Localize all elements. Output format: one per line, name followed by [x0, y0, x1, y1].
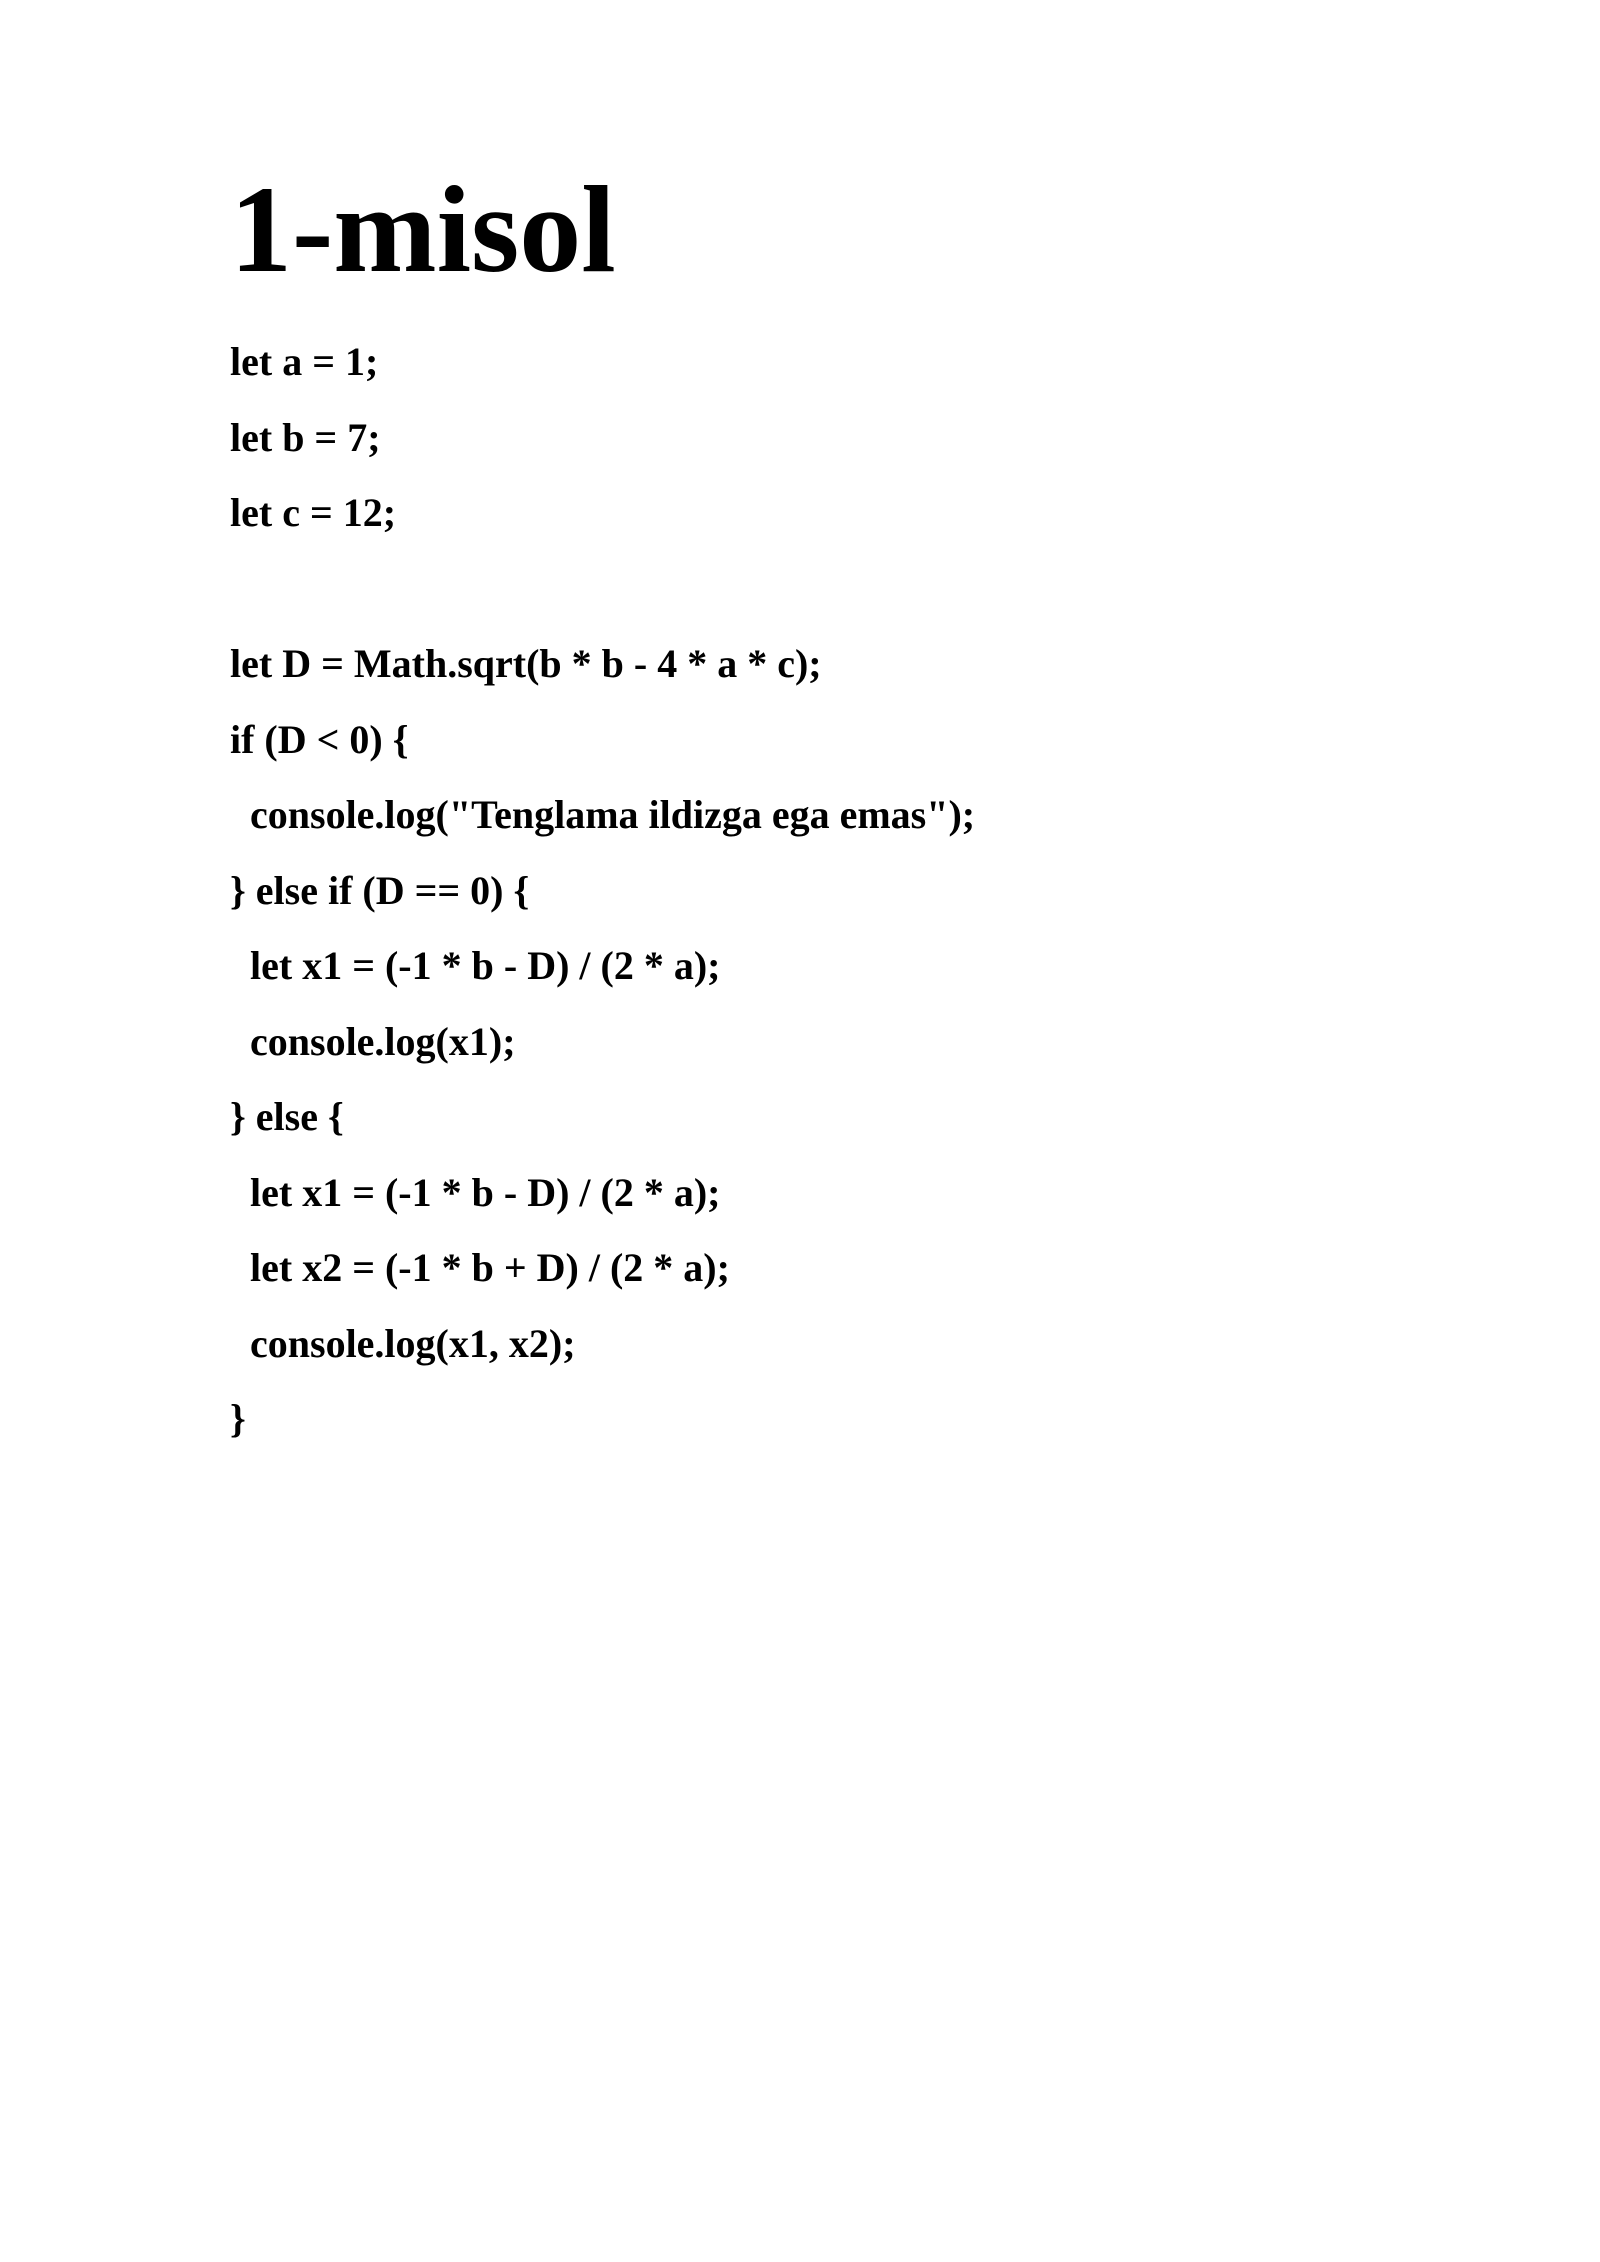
code-line: let a = 1;: [230, 339, 379, 384]
code-line: console.log("Tenglama ildizga ega emas");: [230, 792, 976, 837]
code-line: console.log(x1, x2);: [230, 1320, 576, 1366]
code-line: let D = Math.sqrt(b * b - 4 * a * c);: [230, 641, 822, 686]
code-line: if (D < 0) {: [230, 716, 409, 762]
code-line: } else if (D == 0) {: [230, 867, 530, 913]
code-line: console.log(x1);: [230, 1018, 516, 1064]
code-line: let c = 12;: [230, 490, 397, 535]
code-line: let x1 = (-1 * b - D) / (2 * a);: [230, 943, 721, 988]
code-line: let b = 7;: [230, 414, 381, 460]
code-block: [230, 324, 975, 1457]
code-line: } else {: [230, 1094, 344, 1139]
code-line: let x1 = (-1 * b - D) / (2 * a);: [230, 1169, 721, 1215]
code-line-blank: [230, 551, 975, 627]
code-line: }: [230, 1396, 246, 1441]
page-title: 1-misol: [230, 161, 616, 298]
code-line: let x2 = (-1 * b + D) / (2 * a);: [230, 1245, 730, 1290]
